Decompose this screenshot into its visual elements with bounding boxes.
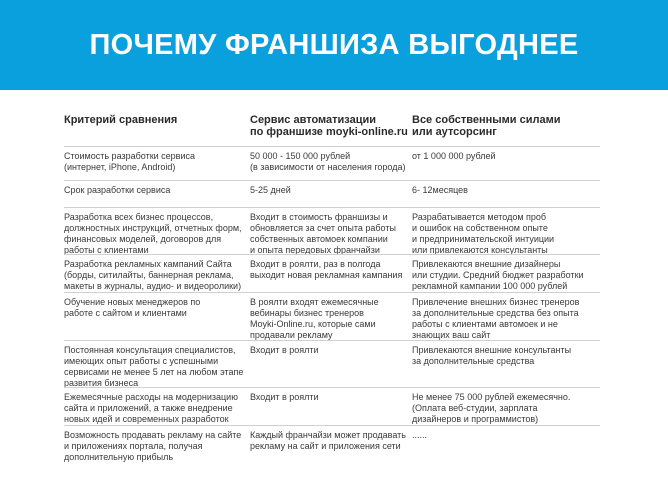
criterion-cell: Возможность продавать рекламу на сайте и приложениях портала, получая дополнительную прибыль [64, 430, 242, 462]
comparison-table [64, 114, 600, 466]
own-forces-cell: Привлекаются внешние консультанты за дополнительные средства [412, 345, 572, 366]
franchise-cell: Каждый франчайзи может продавать рекламу на сайт и приложения сети [250, 430, 406, 451]
franchise-cell: Входит в роялти [250, 392, 319, 402]
table-row [64, 181, 600, 208]
franchise-cell: 50 000 - 150 000 рублей (в зависимости от населения города) [250, 151, 406, 172]
criterion-cell: Стоимость разработки сервиса (интернет, iPhone, Android) [64, 151, 195, 172]
criterion-cell: Обучение новых менеджеров по работе с сайтом и клиентами [64, 297, 201, 318]
table-row [64, 255, 600, 293]
franchise-cell: Входит в роялти, раз в полгода выходит новая рекламная кампания [250, 259, 403, 280]
own-forces-cell: ...... [412, 430, 428, 440]
criterion-cell: Разработка рекламных кампаний Сайта (борды, ситилайты, баннерная реклама, макеты в журналы, аудио- и видеоролики) [64, 259, 242, 291]
header-own-forces: Все собственными силами или аутсорсинг [412, 114, 561, 138]
table-row [64, 426, 600, 466]
header-franchise: Сервис автоматизации по франшизе moyki-online.ru [250, 114, 408, 138]
criterion-cell: Срок разработки сервиса [64, 185, 171, 195]
franchise-cell: В роялти входят ежемесячные вебинары бизнес тренеров Moyki-Online.ru, которые сами продавали рекламу [250, 297, 379, 340]
own-forces-cell: 6- 12месяцев [412, 185, 468, 195]
title-banner [0, 0, 668, 90]
criterion-cell: Разработка всех бизнес процессов, должностных инструкций, отчетных форм, финансовых моделей, договоров для работы с клиентами [64, 212, 242, 255]
table-row [64, 341, 600, 388]
page-title: ПОЧЕМУ ФРАНШИЗА ВЫГОДНЕЕ [89, 28, 579, 61]
franchise-cell: 5-25 дней [250, 185, 291, 195]
franchise-cell: Входит в роялти [250, 345, 319, 355]
own-forces-cell: Привлечение внешних бизнес тренеров за дополнительные средства без опыта работы с клиентами автомоек и не знающих ваш сайт [412, 297, 580, 340]
header-criterion: Критерий сравнения [64, 114, 178, 126]
table-row [64, 147, 600, 181]
own-forces-cell: Привлекаются внешние дизайнеры или студии. Средний бюджет разработки рекламной кампании 100 000 рублей [412, 259, 584, 291]
own-forces-cell: от 1 000 000 рублей [412, 151, 496, 161]
own-forces-cell: Не менее 75 000 рублей ежемесячно. (Оплата веб-студии, зарплата дизайнеров и программистов) [412, 392, 571, 424]
table-row [64, 388, 600, 426]
franchise-cell: Входит в стоимость франшизы и обновляется за счет опыта работы собственных автомоек компании и опыта передовых франчайзи [250, 212, 396, 255]
table-row [64, 208, 600, 255]
own-forces-cell: Разрабатывается методом проб и ошибок на собственном опыте и предпринимательской интуиции или привлекаются консультанты [412, 212, 555, 255]
criterion-cell: Ежемесячные расходы на модернизацию сайта и приложений, а также внедрение новых идей и современных разработок [64, 392, 238, 424]
criterion-cell: Постоянная консультация специалистов, имеющих опыт работы с успешными сервисами не менее 5 лет на любом этапе развития бизнеса [64, 345, 244, 388]
table-header [64, 114, 600, 147]
table-row [64, 293, 600, 341]
